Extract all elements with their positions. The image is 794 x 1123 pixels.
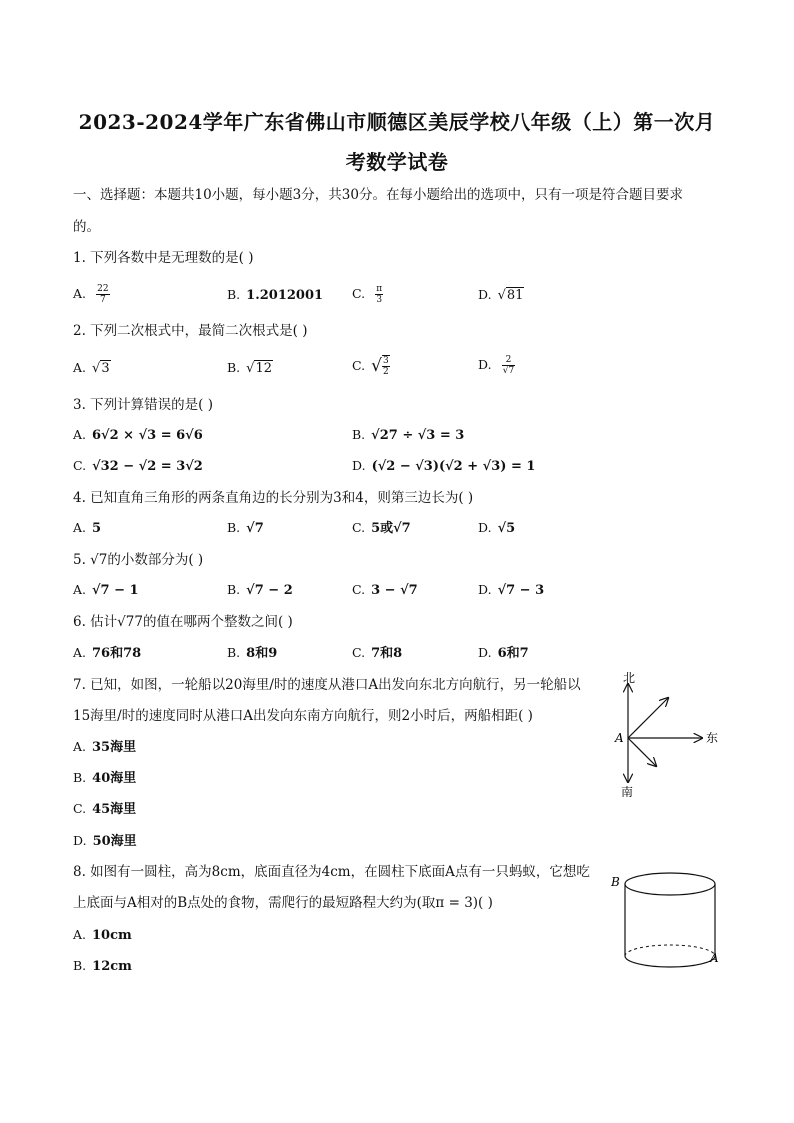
option-text: 76和78 (92, 646, 142, 661)
label-east: 东 (706, 731, 719, 745)
option-label: D. (478, 645, 492, 660)
q1-stem: 1. 下列各数中是无理数的是( ) (73, 250, 254, 266)
radicand: 81 (506, 288, 524, 303)
option-text: 40海里 (92, 771, 137, 786)
q7-option-a[interactable] (73, 738, 136, 757)
option-label: D. (73, 833, 87, 848)
sqrt-expression: √81 (497, 288, 524, 303)
q7-compass-figure (608, 670, 728, 802)
option-label: A. (73, 360, 87, 375)
option-text: √7 − 3 (497, 583, 545, 598)
q3-option-b[interactable] (352, 426, 464, 445)
option-label: B. (73, 770, 87, 785)
q8-option-a[interactable] (73, 926, 132, 945)
fraction (375, 284, 383, 305)
option-text: 10cm (92, 928, 132, 943)
option-text: 6√2 × √3 = 6√6 (92, 428, 203, 443)
option-text: √5 (497, 521, 516, 536)
q6-option-c[interactable] (352, 644, 402, 663)
q2-stem: 2. 下列二次根式中，最简二次根式是( ) (73, 323, 308, 339)
q7-option-d[interactable] (73, 832, 137, 851)
q4-option-c[interactable] (352, 519, 411, 538)
option-label: B. (227, 360, 241, 375)
q1-option-b[interactable] (227, 286, 323, 305)
q6-stem: 6. 估计√77的值在哪两个整数之间( ) (73, 614, 293, 630)
label-point-b: B (611, 875, 620, 889)
numerator: 22 (97, 284, 109, 294)
label-north: 北 (623, 671, 636, 685)
option-label: C. (352, 520, 366, 535)
q4-option-d[interactable] (478, 519, 515, 538)
option-text: √7 (246, 521, 264, 536)
fraction (382, 355, 390, 377)
option-label: A. (73, 645, 87, 660)
q7-stem-line1: 7. 已知，如图，一轮船以20海里/时的速度从港口A出发向东北方向航行，另一轮船以 (73, 677, 581, 693)
option-text: 5或√7 (371, 521, 411, 536)
label-point-a: A (615, 731, 624, 745)
option-label: D. (478, 582, 492, 597)
top-ellipse (625, 873, 715, 895)
option-text: 5 (92, 521, 102, 536)
sqrt-expression: √3 (92, 361, 110, 376)
option-label: A. (73, 520, 87, 535)
denominator: 7 (100, 295, 106, 305)
q5-option-c[interactable] (352, 581, 418, 600)
option-label: B. (227, 287, 241, 302)
q1-option-d[interactable] (478, 286, 524, 305)
denominator: 2 (382, 367, 389, 377)
q5-option-d[interactable] (478, 581, 544, 600)
option-label: C. (352, 582, 366, 597)
option-label: B. (73, 958, 87, 973)
section-instruction-line2: 的。 (73, 219, 100, 235)
option-label: B. (352, 427, 366, 442)
option-label: A. (73, 427, 87, 442)
denominator: √7 (502, 366, 515, 376)
q3-option-c[interactable] (73, 457, 203, 476)
option-label: C. (73, 458, 87, 473)
denominator: 3 (376, 295, 383, 305)
q2-option-b[interactable] (227, 359, 273, 378)
option-label: D. (478, 287, 492, 302)
radicand: 3 (101, 361, 110, 376)
q5-stem: 5. √7的小数部分为( ) (73, 552, 204, 568)
q6-option-d[interactable] (478, 644, 529, 663)
northeast-arrow (628, 698, 668, 738)
sqrt-expression: √12 (246, 361, 273, 376)
q2-option-a[interactable] (73, 359, 111, 378)
q5-option-a[interactable] (73, 581, 139, 600)
radicand: 7 (508, 366, 515, 376)
option-label: A. (73, 927, 87, 942)
q8-option-b[interactable] (73, 957, 132, 976)
option-text: 12cm (92, 959, 132, 974)
option-label: B. (227, 645, 241, 660)
option-label: D. (352, 458, 366, 473)
option-text: 8和9 (246, 646, 278, 661)
option-text: 6和7 (497, 646, 529, 661)
bottom-back-arc (625, 945, 715, 956)
q6-option-b[interactable] (227, 644, 277, 663)
q8-stem-line2: 上底面与A相对的B点处的食物，需爬行的最短路程大约为(取π = 3)( ) (73, 895, 493, 911)
q2-option-d[interactable] (478, 355, 515, 376)
q1-option-c[interactable] (352, 284, 383, 305)
option-text: √32 − √2 = 3√2 (92, 459, 203, 474)
q8-cylinder-figure (608, 864, 728, 982)
option-text: 1.2012001 (246, 288, 324, 303)
q2-option-c[interactable]: C. √ $\frac{3}{2}$ (352, 356, 389, 377)
q1-option-a[interactable] (73, 284, 110, 305)
option-label: A. (73, 739, 87, 754)
label-point-a: A (710, 951, 719, 965)
option-text: √27 ÷ √3 = 3 (371, 428, 465, 443)
option-label: A. (73, 582, 87, 597)
q3-option-d[interactable] (352, 457, 535, 476)
bottom-front-arc (625, 956, 715, 967)
option-label: D. (478, 520, 492, 535)
numerator: π (376, 284, 383, 294)
option-text: 45海里 (92, 802, 137, 817)
option-text: 35海里 (92, 740, 137, 755)
numerator: 3 (382, 356, 389, 366)
option-text: √7 − 2 (246, 583, 293, 598)
southeast-arrow (628, 738, 656, 766)
option-label: C. (73, 801, 87, 816)
label-south: 南 (621, 785, 634, 799)
option-text: √7 − 1 (92, 583, 139, 598)
exam-title-line1: 2023-2024学年广东省佛山市顺德区美辰学校八年级（上）第一次月 (78, 110, 716, 134)
q7-option-c[interactable] (73, 800, 136, 819)
option-text: 3 − √7 (371, 583, 418, 598)
q6-option-a[interactable] (73, 644, 141, 663)
q7-option-b[interactable] (73, 769, 136, 788)
q8-stem-line1: 8. 如图有一圆柱，高为8cm，底面直径为4cm，在圆柱下底面A点有一只蚂蚁，它想吃 (73, 864, 590, 880)
option-label: A. (73, 286, 87, 301)
q4-option-a[interactable] (73, 519, 101, 538)
q3-stem: 3. 下列计算错误的是( ) (73, 397, 213, 413)
option-label: C. (352, 357, 366, 373)
option-label: D. (478, 357, 492, 372)
option-label: C. (352, 286, 366, 301)
q5-option-b[interactable] (227, 581, 293, 600)
section-instruction-line1: 一、选择题：本题共10小题，每小题3分，共30分。在每小题给出的选项中，只有一项是符合题目要求 (73, 187, 683, 203)
numerator: 2 (502, 355, 515, 366)
q4-option-b[interactable] (227, 519, 264, 538)
fraction (502, 355, 515, 376)
option-label: C. (352, 645, 366, 660)
option-text: 7和8 (371, 646, 403, 661)
fraction (96, 284, 109, 305)
option-text: 50海里 (92, 834, 137, 849)
option-label: B. (227, 582, 241, 597)
q4-stem: 4. 已知直角三角形的两条直角边的长分别为3和4，则第三边长为( ) (73, 490, 474, 506)
radicand: 12 (255, 361, 273, 376)
q7-stem-line2: 15海里/时的速度同时从港口A出发向东南方向航行，则2小时后，两船相距( ) (73, 708, 533, 724)
exam-title-line2: 考数学试卷 (345, 150, 449, 174)
option-label: B. (227, 520, 241, 535)
q3-option-a[interactable] (73, 426, 203, 445)
option-text: (√2 − √3)(√2 + √3) = 1 (371, 459, 536, 474)
